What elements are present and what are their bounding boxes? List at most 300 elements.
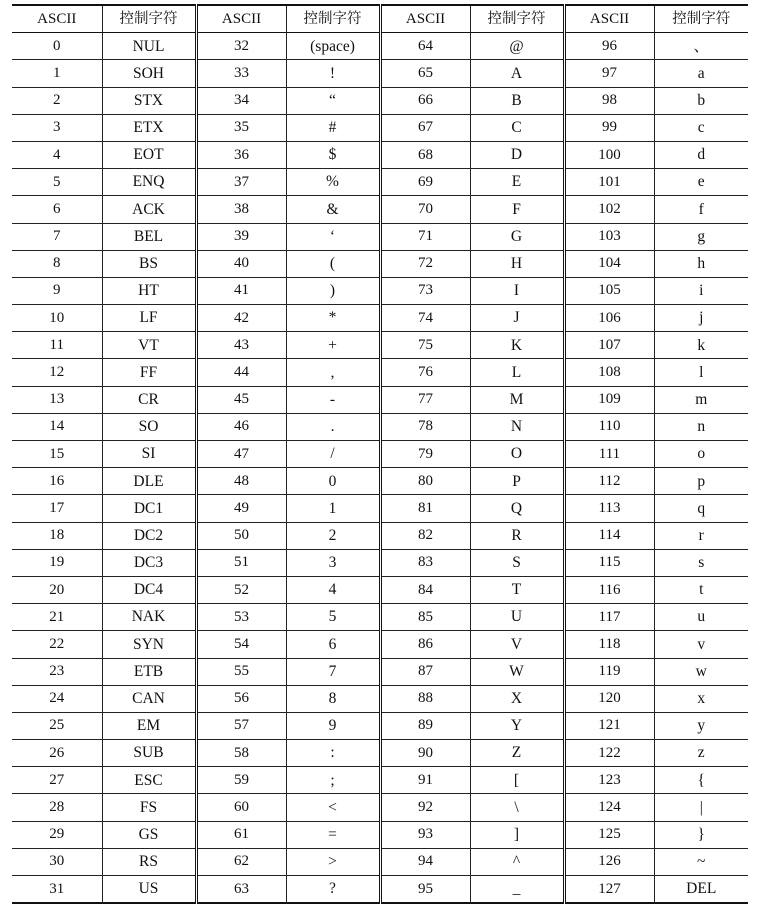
ascii-code-cell: 105 (564, 277, 654, 304)
control-char-cell: g (654, 223, 748, 250)
control-char-cell: A (470, 60, 564, 87)
control-char-cell: SI (102, 441, 196, 468)
table-row (12, 685, 748, 712)
ascii-code-cell: 61 (196, 821, 286, 848)
control-char-cell: * (286, 305, 380, 332)
ascii-code-cell: 85 (380, 604, 470, 631)
ascii-code-cell: 115 (564, 549, 654, 576)
control-char-cell: w (654, 658, 748, 685)
control-char-cell: CAN (102, 685, 196, 712)
control-char-cell: x (654, 685, 748, 712)
control-char-cell: DC2 (102, 522, 196, 549)
ascii-code-cell: 77 (380, 386, 470, 413)
ascii-code-cell: 113 (564, 495, 654, 522)
ascii-code-cell: 76 (380, 359, 470, 386)
control-char-cell: z (654, 740, 748, 767)
control-char-cell: DEL (686, 880, 717, 898)
control-char-cell: E (470, 169, 564, 196)
ascii-code-cell: 10 (12, 305, 102, 332)
ascii-code-cell: 29 (12, 821, 102, 848)
ascii-code-cell: 81 (380, 495, 470, 522)
table-row (12, 33, 748, 60)
table-row (12, 794, 748, 821)
ascii-code-cell: 9 (12, 277, 102, 304)
control-char-cell: ACK (102, 196, 196, 223)
control-char-cell: ( (286, 250, 380, 277)
control-char-cell: U (470, 604, 564, 631)
ascii-code-cell: 83 (380, 549, 470, 576)
ascii-code-cell: 33 (196, 60, 286, 87)
control-char-cell: NUL (102, 33, 196, 60)
ascii-code-cell: 104 (564, 250, 654, 277)
control-char-cell: L (470, 359, 564, 386)
control-char-cell: BS (102, 250, 196, 277)
ascii-code-cell: 120 (564, 685, 654, 712)
control-char-cell: 8 (286, 685, 380, 712)
control-char-cell: d (654, 141, 748, 168)
table-body (12, 33, 748, 904)
header-row (12, 5, 748, 33)
control-char-cell: EOT (102, 141, 196, 168)
table-row (12, 712, 748, 739)
header-control-char: 控制字符 (102, 5, 196, 33)
control-char-cell: K (470, 332, 564, 359)
control-char-cell: h (654, 250, 748, 277)
table-row (12, 549, 748, 576)
ascii-code-cell: 0 (12, 33, 102, 60)
table-row (12, 277, 748, 304)
ascii-code-cell: 57 (196, 712, 286, 739)
control-char-cell: $ (286, 141, 380, 168)
ascii-code-cell: 67 (380, 114, 470, 141)
ascii-code-cell: 23 (12, 658, 102, 685)
ascii-code-cell: 127 (564, 876, 654, 904)
ascii-code-cell: 6 (12, 196, 102, 223)
table-row (12, 169, 748, 196)
ascii-code-cell: 45 (196, 386, 286, 413)
ascii-code-cell: 21 (12, 604, 102, 631)
ascii-code-cell: 123 (564, 767, 654, 794)
control-char-cell: H (470, 250, 564, 277)
ascii-code-cell: 4 (12, 141, 102, 168)
ascii-code-cell: 46 (196, 413, 286, 440)
ascii-code-cell: 78 (380, 413, 470, 440)
control-char-cell: D (470, 141, 564, 168)
control-char-cell: f (654, 196, 748, 223)
control-char-cell: J (470, 305, 564, 332)
ascii-code-cell: 36 (196, 141, 286, 168)
table-row (12, 658, 748, 685)
table-row (12, 60, 748, 87)
table-row (12, 848, 748, 875)
ascii-code-cell: 62 (196, 848, 286, 875)
control-char-cell: o (654, 441, 748, 468)
ascii-code-cell: 41 (196, 277, 286, 304)
ascii-code-cell: 51 (196, 549, 286, 576)
table-row (12, 332, 748, 359)
ascii-code-cell: 65 (380, 60, 470, 87)
ascii-code-cell: 100 (564, 141, 654, 168)
ascii-code-cell: 56 (196, 685, 286, 712)
control-char-cell: SO (102, 413, 196, 440)
ascii-code-cell: 2 (12, 87, 102, 114)
control-char-cell: l (654, 359, 748, 386)
ascii-code-cell: 74 (380, 305, 470, 332)
control-char-cell: C (470, 114, 564, 141)
control-char-cell: 2 (286, 522, 380, 549)
ascii-code-cell: 66 (380, 87, 470, 114)
ascii-code-cell: 38 (196, 196, 286, 223)
ascii-code-cell: 125 (564, 821, 654, 848)
control-char-cell: CR (102, 386, 196, 413)
control-char-cell: e (654, 169, 748, 196)
ascii-code-cell: 103 (564, 223, 654, 250)
table-row (12, 495, 748, 522)
ascii-code-cell: 42 (196, 305, 286, 332)
control-char-cell: DC4 (102, 576, 196, 603)
ascii-code-cell: 13 (12, 386, 102, 413)
control-char-cell: RS (102, 848, 196, 875)
ascii-code-cell: 97 (564, 60, 654, 87)
control-char-cell: 1 (286, 495, 380, 522)
ascii-code-cell: 90 (380, 740, 470, 767)
control-char-cell: a (654, 60, 748, 87)
ascii-code-cell: 87 (380, 658, 470, 685)
ascii-code-cell: 3 (12, 114, 102, 141)
control-char-cell: I (470, 277, 564, 304)
ascii-code-cell: 12 (12, 359, 102, 386)
table-row (12, 631, 748, 658)
header-control-char: 控制字符 (654, 5, 748, 33)
ascii-code-cell: 59 (196, 767, 286, 794)
control-char-cell: S (470, 549, 564, 576)
ascii-code-cell: 94 (380, 848, 470, 875)
control-char-cell: 、 (654, 33, 748, 60)
ascii-code-cell: 84 (380, 576, 470, 603)
ascii-code-cell: 8 (12, 250, 102, 277)
ascii-code-cell: 63 (196, 876, 286, 904)
ascii-code-cell: 98 (564, 87, 654, 114)
table-row (12, 468, 748, 495)
control-char-cell: R (470, 522, 564, 549)
control-char-cell: : (286, 740, 380, 767)
ascii-code-cell: 68 (380, 141, 470, 168)
ascii-code-cell: 55 (196, 658, 286, 685)
ascii-code-cell: 53 (196, 604, 286, 631)
control-char-cell: ^ (470, 848, 564, 875)
ascii-code-cell: 106 (564, 305, 654, 332)
ascii-code-cell: 16 (12, 468, 102, 495)
control-char-cell: V (470, 631, 564, 658)
ascii-code-cell: 126 (564, 848, 654, 875)
control-char-cell: n (654, 413, 748, 440)
control-char-cell: > (286, 848, 380, 875)
control-char-cell: FS (102, 794, 196, 821)
ascii-code-cell: 22 (12, 631, 102, 658)
ascii-code-cell: 122 (564, 740, 654, 767)
control-char-cell: M (470, 386, 564, 413)
ascii-code-cell: 49 (196, 495, 286, 522)
ascii-code-cell: 19 (12, 549, 102, 576)
ascii-code-cell: 18 (12, 522, 102, 549)
control-char-cell: Z (470, 740, 564, 767)
control-char-cell: HT (102, 277, 196, 304)
ascii-code-cell: 7 (12, 223, 102, 250)
ascii-code-cell: 40 (196, 250, 286, 277)
control-char-cell: } (654, 821, 748, 848)
ascii-code-cell: 35 (196, 114, 286, 141)
control-char-cell: c (654, 114, 748, 141)
control-char-cell: P (470, 468, 564, 495)
control-char-cell: DLE (102, 468, 196, 495)
control-char-cell: [ (470, 767, 564, 794)
ascii-code-cell: 47 (196, 441, 286, 468)
control-char-cell: SYN (102, 631, 196, 658)
ascii-code-cell: 102 (564, 196, 654, 223)
control-char-cell: p (654, 468, 748, 495)
ascii-code-cell: 31 (12, 876, 102, 904)
control-char-cell: 5 (286, 604, 380, 631)
ascii-code-cell: 93 (380, 821, 470, 848)
ascii-code-cell: 26 (12, 740, 102, 767)
control-char-cell: s (654, 549, 748, 576)
ascii-code-cell: 75 (380, 332, 470, 359)
control-char-cell: B (470, 87, 564, 114)
control-char-cell: ~ (654, 848, 748, 875)
table-row (12, 441, 748, 468)
control-char-cell: N (470, 413, 564, 440)
control-char-cell: O (470, 441, 564, 468)
table-row (12, 196, 748, 223)
ascii-code-cell: 80 (380, 468, 470, 495)
control-char-cell: 9 (286, 712, 380, 739)
ascii-code-cell: 117 (564, 604, 654, 631)
control-char-cell: v (654, 631, 748, 658)
control-char-cell: % (286, 169, 380, 196)
ascii-code-cell: 72 (380, 250, 470, 277)
control-char-cell: FF (102, 359, 196, 386)
header-ascii: ASCII (564, 5, 654, 33)
ascii-code-cell: 79 (380, 441, 470, 468)
ascii-code-cell: 82 (380, 522, 470, 549)
control-char-cell: G (470, 223, 564, 250)
ascii-code-cell: 121 (564, 712, 654, 739)
control-char-cell: GS (102, 821, 196, 848)
control-char-cell: EM (102, 712, 196, 739)
control-char-cell: ] (470, 821, 564, 848)
ascii-code-cell: 52 (196, 576, 286, 603)
control-char-cell: 7 (286, 658, 380, 685)
header-ascii: ASCII (12, 5, 102, 33)
ascii-code-cell: 92 (380, 794, 470, 821)
control-char-cell: T (470, 576, 564, 603)
control-char-cell: { (654, 767, 748, 794)
table-row (12, 522, 748, 549)
control-char-cell: . (286, 413, 380, 440)
ascii-code-cell: 58 (196, 740, 286, 767)
control-char-cell: + (286, 332, 380, 359)
ascii-code-cell: 110 (564, 413, 654, 440)
control-char-cell: BEL (102, 223, 196, 250)
ascii-code-cell: 15 (12, 441, 102, 468)
control-char-cell: @ (470, 33, 564, 60)
control-char-cell: DC3 (102, 549, 196, 576)
control-char-cell: j (654, 305, 748, 332)
control-char-cell: b (654, 87, 748, 114)
ascii-code-cell: 54 (196, 631, 286, 658)
control-char-cell: NAK (102, 604, 196, 631)
ascii-code-cell: 71 (380, 223, 470, 250)
header-control-char: 控制字符 (470, 5, 564, 33)
ascii-code-cell: 119 (564, 658, 654, 685)
control-char-cell: & (286, 196, 380, 223)
control-char-cell: ENQ (102, 169, 196, 196)
ascii-code-cell: 20 (12, 576, 102, 603)
ascii-code-cell: 44 (196, 359, 286, 386)
ascii-code-cell: 101 (564, 169, 654, 196)
table-row (12, 141, 748, 168)
control-char-cell: ) (286, 277, 380, 304)
ascii-code-cell: 50 (196, 522, 286, 549)
ascii-code-cell: 109 (564, 386, 654, 413)
control-char-cell: Y (470, 712, 564, 739)
ascii-code-cell: 70 (380, 196, 470, 223)
ascii-code-cell: 118 (564, 631, 654, 658)
ascii-code-cell: 108 (564, 359, 654, 386)
ascii-code-table (12, 4, 748, 904)
ascii-code-cell: 39 (196, 223, 286, 250)
ascii-code-cell: 14 (12, 413, 102, 440)
control-char-cell: m (654, 386, 748, 413)
table-row (12, 114, 748, 141)
control-char-cell: W (470, 658, 564, 685)
ascii-code-cell: 17 (12, 495, 102, 522)
ascii-code-cell: 114 (564, 522, 654, 549)
table-row (12, 876, 748, 904)
table-row (12, 767, 748, 794)
control-char-cell: t (654, 576, 748, 603)
control-char-cell: (space) (286, 33, 380, 60)
table-row (12, 576, 748, 603)
ascii-code-cell: 116 (564, 576, 654, 603)
control-char-cell: ‘ (286, 223, 380, 250)
control-char-cell: STX (102, 87, 196, 114)
ascii-code-cell: 111 (564, 441, 654, 468)
ascii-code-cell: 95 (380, 876, 470, 904)
ascii-code-cell: 112 (564, 468, 654, 495)
control-char-cell: y (654, 712, 748, 739)
ascii-code-cell: 43 (196, 332, 286, 359)
table-row (12, 386, 748, 413)
control-char-cell: u (654, 604, 748, 631)
ascii-code-cell: 96 (564, 33, 654, 60)
table-row (12, 604, 748, 631)
control-char-cell: # (286, 114, 380, 141)
control-char-cell: ; (286, 767, 380, 794)
ascii-code-cell: 88 (380, 685, 470, 712)
table-row (12, 87, 748, 114)
control-char-cell: Q (470, 495, 564, 522)
table-row (12, 821, 748, 848)
control-char-cell: 3 (286, 549, 380, 576)
control-char-cell: 6 (286, 631, 380, 658)
control-char-cell: ETX (102, 114, 196, 141)
ascii-code-cell: 99 (564, 114, 654, 141)
header-ascii: ASCII (380, 5, 470, 33)
control-char-cell: r (654, 522, 748, 549)
control-char-cell: < (286, 794, 380, 821)
control-char-cell: _ (470, 876, 564, 904)
ascii-code-cell: 124 (564, 794, 654, 821)
control-char-cell: i (654, 277, 748, 304)
ascii-code-cell: 107 (564, 332, 654, 359)
ascii-code-cell: 11 (12, 332, 102, 359)
ascii-code-cell: 91 (380, 767, 470, 794)
control-char-cell: X (470, 685, 564, 712)
control-char-cell: 4 (286, 576, 380, 603)
ascii-code-cell: 89 (380, 712, 470, 739)
control-char-cell: ESC (102, 767, 196, 794)
control-char-cell: ? (286, 876, 380, 904)
table-row (12, 305, 748, 332)
control-char-cell: k (654, 332, 748, 359)
ascii-code-cell: 48 (196, 468, 286, 495)
control-char-cell: = (286, 821, 380, 848)
control-char-cell: “ (286, 87, 380, 114)
table-row (12, 250, 748, 277)
control-char-cell: - (286, 386, 380, 413)
control-char-cell: F (470, 196, 564, 223)
control-char-cell: VT (102, 332, 196, 359)
ascii-code-cell: 64 (380, 33, 470, 60)
control-char-cell: ETB (102, 658, 196, 685)
control-char-cell: 0 (286, 468, 380, 495)
ascii-code-cell: 86 (380, 631, 470, 658)
ascii-code-cell: 30 (12, 848, 102, 875)
table-row (12, 223, 748, 250)
ascii-code-cell: 73 (380, 277, 470, 304)
control-char-cell: | (654, 794, 748, 821)
ascii-code-cell: 60 (196, 794, 286, 821)
table-row (12, 413, 748, 440)
table-row (12, 740, 748, 767)
ascii-code-cell: 1 (12, 60, 102, 87)
control-char-cell: LF (102, 305, 196, 332)
header-ascii: ASCII (196, 5, 286, 33)
control-char-cell: , (286, 359, 380, 386)
table-row (12, 359, 748, 386)
control-char-cell: \ (470, 794, 564, 821)
ascii-code-cell: 32 (196, 33, 286, 60)
ascii-code-cell: 37 (196, 169, 286, 196)
ascii-code-cell: 24 (12, 685, 102, 712)
control-char-cell: DC1 (102, 495, 196, 522)
control-char-cell: / (286, 441, 380, 468)
ascii-code-cell: 69 (380, 169, 470, 196)
ascii-code-cell: 34 (196, 87, 286, 114)
header-control-char: 控制字符 (286, 5, 380, 33)
ascii-code-cell: 27 (12, 767, 102, 794)
ascii-code-cell: 28 (12, 794, 102, 821)
control-char-cell: q (654, 495, 748, 522)
control-char-cell: US (102, 876, 196, 904)
table-header (12, 5, 748, 33)
control-char-cell: SOH (102, 60, 196, 87)
control-char-cell: ! (286, 60, 380, 87)
ascii-code-cell: 25 (12, 712, 102, 739)
control-char-cell: SUB (102, 740, 196, 767)
ascii-code-cell: 5 (12, 169, 102, 196)
